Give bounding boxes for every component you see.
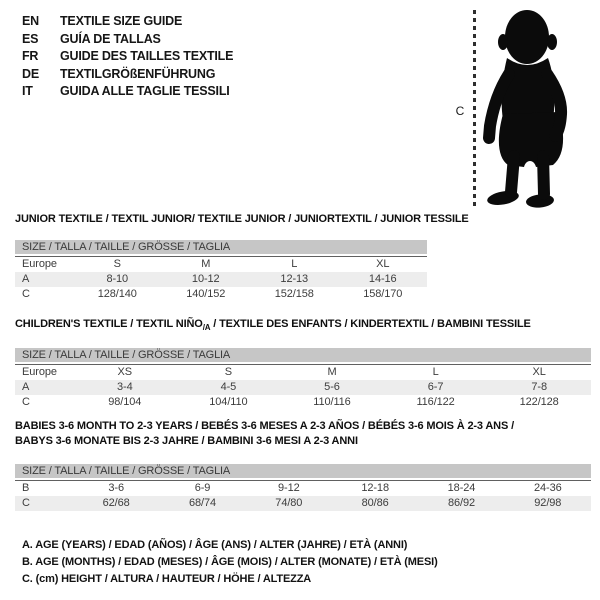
size-header-bar: SIZE / TALLA / TAILLE / GRÖSSE / TAGLIA — [15, 240, 427, 254]
height-measure-dashed-line — [473, 10, 476, 206]
table-cell: L — [291, 258, 298, 270]
title-part: / TEXTILE DES ENFANTS / KINDERTEXTIL / BAMBINI TESSILE — [210, 318, 531, 330]
table-cell: 7-8 — [531, 381, 547, 393]
row-label: C — [22, 288, 30, 300]
row-label: C — [22, 497, 30, 509]
table-cell: 122/128 — [519, 396, 559, 408]
table-cell: XL — [532, 366, 546, 378]
row-label: Europe — [22, 258, 57, 270]
language-label: TEXTILGRÖßENFÜHRUNG — [60, 66, 216, 81]
table-cell: 104/110 — [209, 396, 248, 408]
table-cell: 18-24 — [447, 482, 476, 494]
table-row — [15, 380, 591, 395]
table-cell: 12-13 — [280, 273, 309, 285]
language-label: GUIDE DES TAILLES TEXTILE — [60, 49, 234, 64]
table-cell: L — [432, 366, 439, 378]
footnote-a: A. AGE (YEARS) / EDAD (AÑOS) / ÂGE (ANS) / ALTER (JAHRE) / ETÀ (ANNI) — [22, 539, 408, 551]
table-cell: 152/158 — [274, 288, 314, 300]
table-cell: S — [224, 366, 233, 378]
language-code: IT — [22, 84, 33, 99]
table-title-babies-line2: BABYS 3-6 MONATE BIS 2-3 JAHRE / BAMBINI 3-6 MESI A 2-3 ANNI — [15, 435, 358, 447]
table-cell: XS — [117, 366, 133, 378]
table-cell: 158/170 — [363, 288, 403, 300]
table-cell: 68/74 — [188, 497, 216, 509]
table-row — [15, 365, 591, 380]
language-code: EN — [22, 14, 39, 28]
table-cell: 140/152 — [186, 288, 226, 300]
size-table-babies — [15, 419, 591, 511]
language-code: ES — [22, 31, 39, 46]
language-code: DE — [22, 66, 39, 81]
table-cell: 5-6 — [324, 381, 340, 393]
title-subscript: /A — [202, 323, 211, 332]
table-row — [15, 287, 427, 302]
table-cell: 116/122 — [416, 396, 455, 408]
language-list — [22, 13, 233, 101]
language-row-de — [22, 66, 233, 84]
size-header-bar: SIZE / TALLA / TAILLE / GRÖSSE / TAGLIA — [15, 348, 591, 362]
table-cell: S — [113, 258, 121, 270]
language-code: FR — [22, 49, 39, 64]
table-cell: 10-12 — [191, 273, 220, 285]
table-cell: 9-12 — [278, 482, 300, 494]
table-cell: 6-7 — [427, 381, 444, 393]
size-table-junior — [15, 212, 469, 302]
table-cell: 92/98 — [534, 497, 562, 509]
table-row — [15, 496, 591, 511]
language-label: GUIDA ALLE TAGLIE TESSILI — [60, 84, 230, 99]
language-row-it — [22, 83, 233, 101]
title-part: CHILDREN'S TEXTILE / TEXTIL NIÑO — [15, 318, 203, 330]
height-measure-label: C — [455, 104, 465, 118]
table-cell: 110/116 — [313, 396, 351, 408]
table-cell: M — [327, 366, 337, 378]
row-label: B — [22, 482, 30, 494]
table-cell: 74/80 — [275, 497, 303, 509]
table-row — [15, 257, 427, 272]
row-label: A — [22, 381, 30, 393]
table-cell: 12-18 — [361, 482, 389, 494]
table-cell: 86/92 — [447, 497, 475, 509]
table-title-children — [15, 317, 591, 331]
footnote-c: C. (cm) HEIGHT / ALTURA / HAUTEUR / HÖHE / ALTEZZA — [22, 573, 312, 586]
table-row — [15, 481, 591, 496]
table-cell: 80/86 — [361, 497, 389, 509]
language-label: GUÍA DE TALLAS — [60, 31, 161, 46]
table-cell: 128/140 — [97, 288, 137, 300]
table-cell: 24-36 — [533, 482, 562, 494]
table-cell: XL — [376, 258, 390, 270]
table-cell: 14-16 — [368, 273, 397, 285]
table-title-babies-line1: BABIES 3-6 MONTH TO 2-3 YEARS / BEBÉS 3-6 MESES A 2-3 AÑOS / BÉBÉS 3-6 MOIS À 2-3 ANS / — [15, 420, 514, 432]
table-cell: 4-5 — [220, 381, 237, 393]
row-label: A — [22, 273, 30, 285]
language-row-fr — [22, 48, 233, 66]
table-cell: M — [201, 258, 211, 270]
table-cell: 62/68 — [102, 497, 130, 509]
footnote-b: B. AGE (MONTHS) / EDAD (MESES) / ÂGE (MOIS) / ALTER (MONATE) / ETÀ (MESI) — [22, 556, 438, 569]
baby-silhouette — [483, 8, 579, 208]
table-cell: 98/104 — [108, 396, 142, 408]
table-cell: 8-10 — [106, 273, 129, 285]
table-row — [15, 395, 591, 410]
table-cell: 3-6 — [108, 482, 124, 494]
size-header-bar: SIZE / TALLA / TAILLE / GRÖSSE / TAGLIA — [15, 464, 591, 478]
language-label: TEXTILE SIZE GUIDE — [60, 14, 183, 28]
table-cell: 6-9 — [194, 482, 211, 494]
size-table-children — [15, 317, 591, 410]
table-row — [15, 272, 427, 287]
row-label: Europe — [22, 366, 57, 378]
language-row-en — [22, 13, 233, 31]
table-title-junior: JUNIOR TEXTILE / TEXTIL JUNIOR/ TEXTILE JUNIOR / JUNIORTEXTIL / JUNIOR TESSILE — [15, 213, 469, 225]
footnotes — [22, 537, 438, 589]
row-label: C — [22, 396, 30, 408]
table-cell: 3-4 — [116, 381, 133, 393]
language-row-es — [22, 31, 233, 49]
